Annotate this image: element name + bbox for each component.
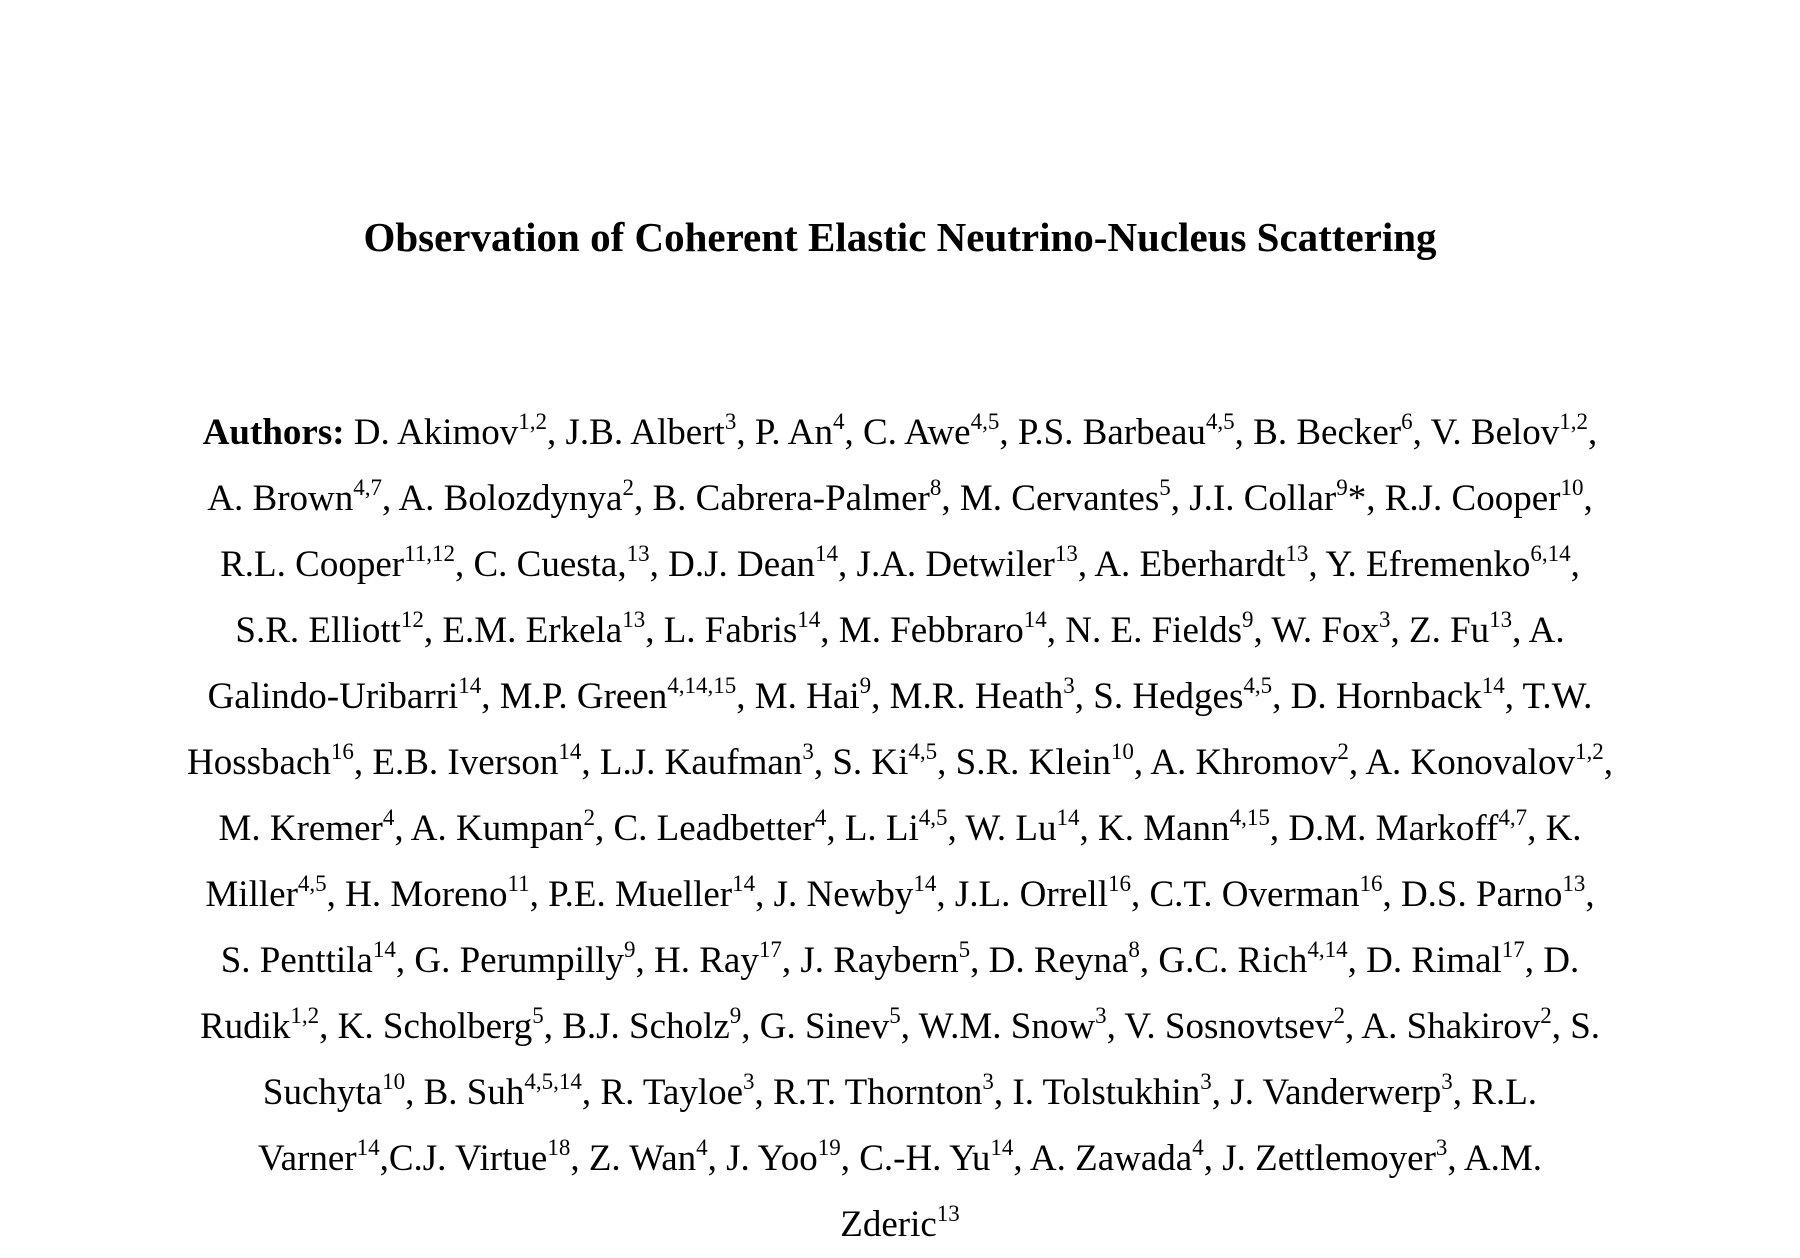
author-text: , D.M. Markoff [1269, 808, 1499, 849]
paper-title: Observation of Coherent Elastic Neutrino-Nucleus Scattering [363, 214, 1437, 260]
author-text: , G. Sinev [741, 1006, 890, 1047]
author-text: , I. Tolstukhin [993, 1072, 1201, 1113]
author-text: , J.A. Detwiler [838, 544, 1055, 585]
author-text: ,C.J. Virtue [379, 1138, 548, 1179]
author-line [150, 1060, 1650, 1126]
author-text: , R.L. [1452, 1072, 1538, 1113]
affiliation-superscript: 4,15 [1229, 805, 1270, 830]
affiliation-superscript: 13 [1285, 541, 1309, 566]
author-text: , J. Zettlemoyer [1203, 1138, 1436, 1179]
author-text: , M. Febbraro [820, 610, 1024, 651]
author-text: Rudik [199, 1006, 291, 1047]
affiliation-superscript: 4 [382, 805, 395, 830]
affiliation-superscript: 13 [626, 541, 650, 566]
author-text: , G.C. Rich [1139, 940, 1308, 981]
author-text: Galindo-Uribarri [207, 676, 459, 717]
author-text: , S. [1551, 1006, 1601, 1047]
author-text: , [1583, 478, 1593, 519]
author-text: , H. Moreno [326, 874, 508, 915]
author-text: , [1585, 874, 1595, 915]
author-text: , H. Ray [635, 940, 759, 981]
author-line [150, 730, 1650, 796]
author-text: , R. Tayloe [581, 1072, 744, 1113]
author-text: , M. Cervantes [941, 478, 1160, 519]
author-text: , A. Shakirov [1344, 1006, 1541, 1047]
author-text: , Z. Fu [1390, 610, 1490, 651]
author-text: *, R.J. Cooper [1347, 478, 1561, 519]
author-text: Varner [258, 1138, 357, 1179]
affiliation-superscript: 3 [1378, 607, 1391, 632]
affiliation-superscript: 4,5,14 [524, 1069, 582, 1094]
affiliation-superscript: 3 [1200, 1069, 1212, 1094]
author-line [150, 796, 1650, 862]
author-text: , B. Suh [405, 1072, 525, 1113]
author-text: , B. Becker [1234, 412, 1402, 453]
affiliation-superscript: 2 [1337, 739, 1349, 764]
author-text: , D.S. Parno [1382, 874, 1563, 915]
author-list [150, 400, 1650, 1258]
author-text: , B. Cabrera-Palmer [633, 478, 930, 519]
author-line [150, 1126, 1650, 1192]
affiliation-superscript: 14 [815, 541, 839, 566]
author-text: , S. Ki [813, 742, 909, 783]
author-text: S. Penttila [220, 940, 373, 981]
affiliation-superscript: 2 [1540, 1003, 1552, 1028]
affiliation-superscript: 3 [1095, 1003, 1107, 1028]
affiliation-superscript: 13 [1489, 607, 1513, 632]
author-text: , J.I. Collar [1170, 478, 1337, 519]
author-text: R.L. Cooper [220, 544, 405, 585]
author-line [150, 1192, 1650, 1258]
affiliation-superscript: 14 [1056, 805, 1080, 830]
affiliation-superscript: 16 [330, 739, 354, 764]
affiliation-superscript: 4,5 [908, 739, 938, 764]
affiliation-superscript: 14 [913, 871, 937, 896]
author-text: Miller [205, 874, 298, 915]
affiliation-superscript: 5 [958, 937, 971, 962]
author-text: , P.E. Mueller [529, 874, 733, 915]
affiliation-superscript: 9 [729, 1003, 742, 1028]
author-line [150, 532, 1650, 598]
author-text: Suchyta [262, 1072, 383, 1113]
affiliation-superscript: 5 [889, 1003, 901, 1028]
author-text: , A. Kumpan [394, 808, 584, 849]
author-text: Zderic [840, 1204, 937, 1245]
author-text: , S.R. Klein [937, 742, 1111, 783]
affiliation-superscript: 19 [817, 1135, 841, 1160]
author-text: , C.T. Overman [1131, 874, 1360, 915]
author-text: , C. Leadbetter [594, 808, 815, 849]
author-text: , M.P. Green [481, 676, 668, 717]
author-text: , D.J. Dean [649, 544, 816, 585]
affiliation-superscript: 13 [1562, 871, 1586, 896]
affiliation-superscript: 5 [1159, 475, 1171, 500]
affiliation-superscript: 14 [372, 937, 396, 962]
affiliation-superscript: 8 [1128, 937, 1140, 962]
author-text: , [1588, 412, 1598, 453]
author-text: , C.-H. Yu [840, 1138, 991, 1179]
author-text: , N. E. Fields [1046, 610, 1243, 651]
author-text: , K. Scholberg [319, 1006, 533, 1047]
author-line [150, 400, 1650, 466]
author-text: , A. Zawada [1013, 1138, 1193, 1179]
author-text: , D. Rimal [1347, 940, 1502, 981]
author-text: , R.T. Thornton [754, 1072, 983, 1113]
affiliation-superscript: 13 [1054, 541, 1078, 566]
author-text: , [1570, 544, 1580, 585]
affiliation-superscript: 2 [622, 475, 634, 500]
affiliation-superscript: 14 [732, 871, 756, 896]
affiliation-superscript: 10 [382, 1069, 406, 1094]
affiliation-superscript: 3 [1063, 673, 1075, 698]
affiliation-superscript: 4 [696, 1135, 708, 1160]
author-text: , P.S. Barbeau [999, 412, 1206, 453]
affiliation-superscript: 14 [1023, 607, 1047, 632]
author-text: , Y. Efremenko [1308, 544, 1531, 585]
author-line [150, 928, 1650, 994]
author-line [150, 598, 1650, 664]
author-text: , Z. Wan [570, 1138, 697, 1179]
author-text: , J. Vanderwerp [1211, 1072, 1442, 1113]
affiliation-superscript: 2 [583, 805, 595, 830]
author-text: , W. Fox [1253, 610, 1379, 651]
author-text: , J.B. Albert [547, 412, 725, 453]
affiliation-superscript: 1,2 [1574, 739, 1604, 764]
affiliation-superscript: 14 [458, 673, 482, 698]
author-text: , M. Hai [736, 676, 860, 717]
affiliation-superscript: 4,5 [297, 871, 327, 896]
author-text: , J.L. Orrell [936, 874, 1108, 915]
affiliation-superscript: 3 [724, 409, 737, 434]
author-text: , G. Perumpilly [395, 940, 625, 981]
author-text: , A. Eberhardt [1077, 544, 1286, 585]
affiliation-superscript: 12 [400, 607, 424, 632]
author-text: , E.B. Iverson [353, 742, 559, 783]
affiliation-superscript: 18 [547, 1135, 571, 1160]
author-text: , V. Sosnovtsev [1106, 1006, 1334, 1047]
affiliation-superscript: 4,7 [1498, 805, 1528, 830]
affiliation-superscript: 14 [356, 1135, 380, 1160]
author-text: , E.M. Erkela [423, 610, 623, 651]
affiliation-superscript: 4,5 [1205, 409, 1235, 434]
affiliation-superscript: 1,2 [518, 409, 548, 434]
affiliation-superscript: 4,14 [1307, 937, 1348, 962]
author-text: , J. Newby [755, 874, 914, 915]
author-text: , J. Raybern [781, 940, 959, 981]
author-text: , L.J. Kaufman [581, 742, 803, 783]
affiliation-superscript: 6,14 [1530, 541, 1571, 566]
affiliation-superscript: 9 [624, 937, 636, 962]
affiliation-superscript: 4,14,15 [667, 673, 737, 698]
affiliation-superscript: 16 [1108, 871, 1131, 896]
affiliation-superscript: 4 [1192, 1135, 1204, 1160]
affiliation-superscript: 8 [929, 475, 942, 500]
author-text: , A. Bolozdynya [382, 478, 623, 519]
author-text: , P. An [736, 412, 833, 453]
author-text: A. Brown [207, 478, 354, 519]
affiliation-superscript: 3 [743, 1069, 755, 1094]
author-text: , K. [1527, 808, 1582, 849]
author-text: , V. Belov [1412, 412, 1560, 453]
affiliation-superscript: 14 [797, 607, 821, 632]
affiliation-superscript: 9 [859, 673, 872, 698]
author-text: , C. Cuesta, [454, 544, 627, 585]
affiliation-superscript: 4,5 [1243, 673, 1273, 698]
authors-label: Authors: [202, 412, 345, 453]
affiliation-superscript: 11 [507, 871, 530, 896]
affiliation-superscript: 3 [1441, 1069, 1453, 1094]
author-text: , W.M. Snow [900, 1006, 1096, 1047]
author-text: , A. [1512, 610, 1565, 651]
affiliation-superscript: 4,5 [970, 409, 1000, 434]
author-text: , L. Fabris [645, 610, 798, 651]
author-text: , D. Reyna [970, 940, 1129, 981]
author-text: , [1603, 742, 1613, 783]
author-text: , D. [1524, 940, 1580, 981]
author-text: , S. Hedges [1074, 676, 1244, 717]
affiliation-superscript: 16 [1359, 871, 1383, 896]
affiliation-superscript: 4 [832, 409, 845, 434]
affiliation-superscript: 6 [1401, 409, 1413, 434]
author-text: , T.W. [1504, 676, 1593, 717]
affiliation-superscript: 3 [982, 1069, 994, 1094]
affiliation-superscript: 13 [936, 1201, 960, 1226]
affiliation-superscript: 14 [558, 739, 582, 764]
author-text: , J. Yoo [707, 1138, 818, 1179]
affiliation-superscript: 3 [1435, 1135, 1448, 1160]
affiliation-superscript: 4,7 [353, 475, 382, 500]
author-text: , M.R. Heath [871, 676, 1064, 717]
affiliation-superscript: 3 [802, 739, 814, 764]
author-text: , A. Konovalov [1348, 742, 1575, 783]
author-text: Hossbach [187, 742, 331, 783]
affiliation-superscript: 10 [1110, 739, 1134, 764]
affiliation-superscript: 4,5 [918, 805, 948, 830]
affiliation-superscript: 14 [990, 1135, 1014, 1160]
affiliation-superscript: 1,2 [1559, 409, 1589, 434]
author-line [150, 664, 1650, 730]
affiliation-superscript: 17 [758, 937, 782, 962]
affiliation-superscript: 5 [532, 1003, 544, 1028]
author-text: , C. Awe [844, 412, 971, 453]
author-text: , A.M. [1447, 1138, 1542, 1179]
affiliation-superscript: 9 [1336, 475, 1348, 500]
affiliation-superscript: 10 [1560, 475, 1584, 500]
author-text: , D. Hornback [1272, 676, 1482, 717]
affiliation-superscript: 11,12 [404, 541, 455, 566]
affiliation-superscript: 4 [814, 805, 827, 830]
author-line [150, 994, 1650, 1060]
author-text: S.R. Elliott [235, 610, 401, 651]
affiliation-superscript: 14 [1481, 673, 1505, 698]
affiliation-superscript: 2 [1333, 1003, 1345, 1028]
author-text: , A. Khromov [1133, 742, 1338, 783]
author-text: D. Akimov [353, 412, 519, 453]
author-text: , B.J. Scholz [543, 1006, 730, 1047]
affiliation-superscript: 9 [1242, 607, 1254, 632]
affiliation-superscript: 13 [622, 607, 646, 632]
author-text: , L. Li [826, 808, 919, 849]
author-text: , W. Lu [947, 808, 1057, 849]
author-line [150, 466, 1650, 532]
author-text: M. Kremer [218, 808, 383, 849]
affiliation-superscript: 17 [1501, 937, 1525, 962]
author-text: , K. Mann [1079, 808, 1230, 849]
author-line [150, 862, 1650, 928]
affiliation-superscript: 1,2 [290, 1003, 320, 1028]
